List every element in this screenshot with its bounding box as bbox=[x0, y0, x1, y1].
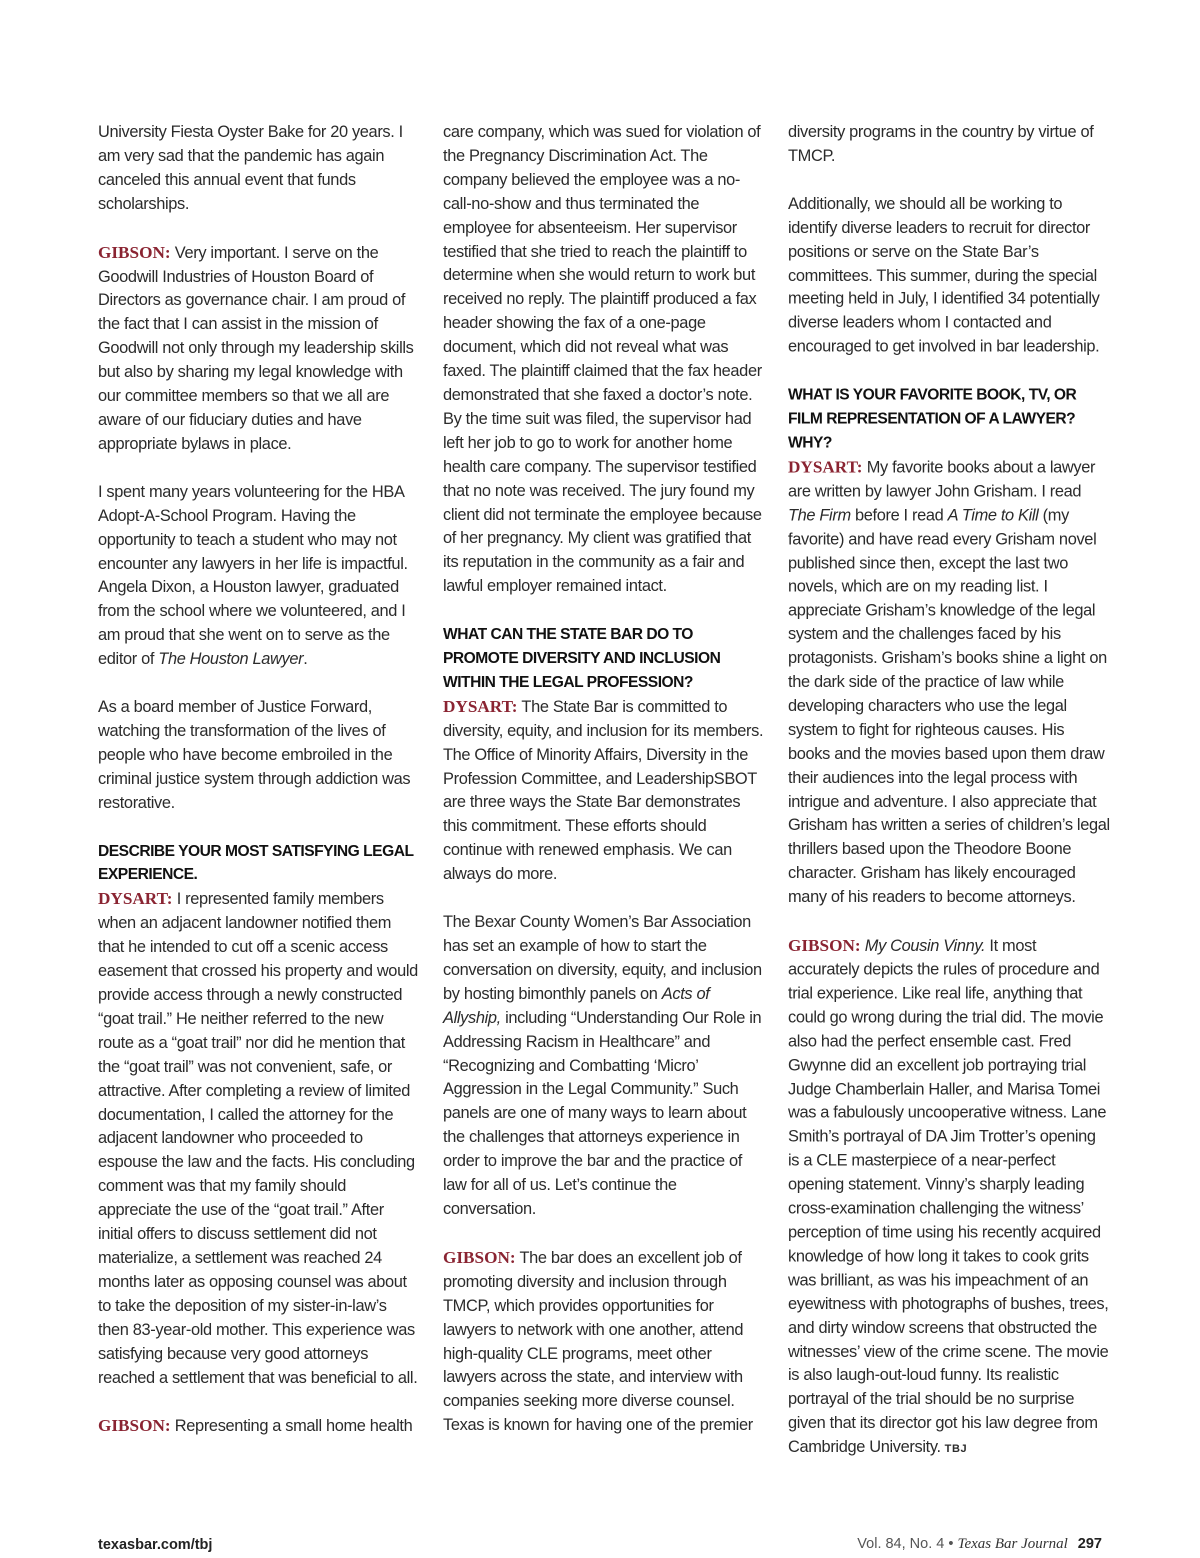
paragraph: GIBSON: The bar does an excellent job of promoting diversity and inclusion through TMCP, which provides opportunities for lawyers to network with one another, attend high-quality CLE programs, meet other lawyers across the state, and interview with companies seeking more diverse counsel. Texas is known for having one of the premier bbox=[443, 1247, 753, 1435]
paragraph: GIBSON: Representing a small home health bbox=[98, 1416, 413, 1436]
paragraph: University Fiesta Oyster Bake for 20 years. I am very sad that the pandemic has again canceled this annual event that funds scholarships. bbox=[98, 123, 403, 213]
publication-title: The Houston Lawyer bbox=[158, 650, 304, 669]
column-3 bbox=[788, 121, 1110, 1462]
speaker-label: GIBSON: bbox=[443, 1247, 516, 1267]
column-1 bbox=[98, 121, 420, 1439]
question-heading: DESCRIBE YOUR MOST SATISFYING LEGAL EXPERIENCE. bbox=[98, 842, 414, 884]
paragraph: I spent many years volunteering for the HBA Adopt-A-School Program. Having the opportunity to teach a student who may not encounter any lawyers in her life is impactful. Angela Dixon, a Houston lawyer, graduated from the school where we volunteered, and I am proud that she went on to serve as the editor of The Houston Lawyer. bbox=[98, 482, 408, 669]
journal-name: Texas Bar Journal bbox=[957, 1536, 1068, 1552]
volume-info: Vol. 84, No. 4 • bbox=[857, 1536, 954, 1552]
speaker-label: DYSART: bbox=[443, 696, 518, 716]
question-heading: WHAT CAN THE STATE BAR DO TO PROMOTE DIVERSITY AND INCLUSION WITHIN THE LEGAL PROFESSION? bbox=[443, 626, 721, 691]
footer-folio bbox=[857, 1536, 1102, 1553]
paragraph: Additionally, we should all be working to identify diverse leaders to recruit for director positions or serve on the State Bar’s committees. This summer, during the special meeting held in July, I identified 34 potentially diverse leaders whom I contacted and encouraged to get involved in bar leadership. bbox=[788, 194, 1100, 356]
event-title: Acts of Allyship, bbox=[443, 984, 710, 1027]
paragraph: DYSART: I represented family members when an adjacent landowner notified them that he intended to cut off a scenic access easement that crossed his property and would provide access through a newly constructed “goat trail.” He neither referred to the new route as a “goat trail” nor did he mention that the “goat trail” was not convenient, safe, or attractive. After completing a review of limited documentation, I called the attorney for the adjacent landowner who proceeded to espouse the law and the facts. His concluding comment was that my family should appreciate the use of the “goat trail.” After initial offers to discuss settlement did not materialize, a settlement was reached 24 months later as opposing counsel was about to take the deposition of my sister-in-law’s then 83-year-old mother. This experience was satisfying because very good attorneys reached a settlement that was beneficial to all. bbox=[98, 889, 418, 1387]
paragraph: GIBSON: Very important. I serve on the Goodwill Industries of Houston Board of Directors as governance chair. I am proud of the fact that I can assist in the mission of Goodwill not only through my leadership skills but also by sharing my legal knowledge with our committee members so that we all are aware of our fiduciary duties and have appropriate bylaws in place. bbox=[98, 242, 414, 453]
speaker-label: GIBSON: bbox=[98, 1416, 171, 1436]
paragraph: As a board member of Justice Forward, watching the transformation of the lives of people who have become embroiled in the criminal justice system through addiction was restorative. bbox=[98, 698, 411, 812]
film-title: My Cousin Vinny. bbox=[860, 936, 986, 955]
page-number: 297 bbox=[1077, 1536, 1102, 1552]
paragraph: GIBSON: My Cousin Vinny. It most accurately depicts the rules of procedure and trial experience. Like real life, anything that could go wrong during the trial did. The movie also had the perfect ensemble cast. Fred Gwynne did an excellent job portraying trial Judge Chamberlain Haller, and Marisa Tomei was a fabulously uncooperative witness. Lane Smith’s portrayal of DA Jim Trotter’s opening is a CLE masterpiece of a near-perfect opening statement. Vinny’s sharply leading cross-examination challenging the witness’ perception of time using his recently acquired knowledge of how long it takes to cook grits was brilliant, as was his impeachment of an eyewitness with photographs of bushes, trees, and dirty window screens that obstructed the witnesses’ view of the crime scene. The movie is also laugh-out-loud funny. Its realistic portrayal of the trial should be no surprise given that its director got his law degree from Cambridge University. TBJ bbox=[788, 935, 1109, 1457]
book-title: The Firm bbox=[788, 506, 851, 525]
question-heading: WHAT IS YOUR FAVORITE BOOK, TV, OR FILM REPRESENTATION OF A LAWYER? WHY? bbox=[788, 386, 1077, 452]
paragraph: The Bexar County Women’s Bar Association has set an example of how to start the conversation on diversity, equity, and inclusion by hosting bimonthly panels on Acts of Allyship, including “Understanding Our Role in Addressing Racism in Healthcare” and “Recognizing and Combatting ‘Micro’ Aggression in the Legal Community.” Such panels are one of many ways to learn about the challenges that attorneys experience in order to improve the bar and the practice of law for all of us. Let’s continue the conversation. bbox=[443, 913, 762, 1218]
end-mark: TBJ bbox=[944, 1443, 968, 1456]
footer-url: texasbar.com/tbj bbox=[98, 1537, 213, 1553]
column-2 bbox=[443, 121, 765, 1438]
speaker-label: DYSART: bbox=[788, 457, 863, 477]
book-title: A Time to Kill bbox=[947, 506, 1039, 525]
paragraph: DYSART: The State Bar is committed to diversity, equity, and inclusion for its members. The Office of Minority Affairs, Diversity in the Profession Committee, and LeadershipSBOT are three ways the State Bar demonstrates this commitment. These efforts should continue with renewed emphasis. We can always do more. bbox=[443, 696, 764, 884]
speaker-label: GIBSON: bbox=[98, 242, 171, 262]
paragraph: diversity programs in the country by virtue of TMCP. bbox=[788, 122, 1094, 165]
paragraph: care company, which was sued for violation of the Pregnancy Discrimination Act. The company believed the employee was a no-call-no-show and thus terminated the employee for absenteeism. Her supervisor testified that she tried to reach the plaintiff to determine when she would return to work but received no reply. The plaintiff produced a fax header showing the fax of a one-page document, which did not reveal what was faxed. The plaintiff claimed that the fax header demonstrated that she faxed a doctor’s note. By the time suit was filed, the supervisor had left her job to go to work for another home health care company. The supervisor testified that no note was received. The jury found my client did not terminate the employee because of her pregnancy. My client was gratified that its reputation in the community as a fair and lawful employer remained intact. bbox=[443, 123, 762, 596]
paragraph: DYSART: My favorite books about a lawyer are written by lawyer John Grisham. I read The Firm before I read A Time to Kill (my favorite) and have read every Grisham novel published since then, except the last two novels, which are on my reading list. I appreciate Grisham’s knowledge of the legal system and the challenges faced by his protagonists. Grisham’s books shine a light on the dark side of the practice of law while developing characters who use the legal system to fight for righteous causes. His books and the movies based upon them draw their audiences into the legal process with intrigue and adventure. I also appreciate that Grisham has written a series of children’s legal thrillers based upon the Theodore Boone character. Grisham has likely encouraged many of his readers to become attorneys. bbox=[788, 457, 1110, 907]
speaker-label: DYSART: bbox=[98, 889, 173, 909]
speaker-label: GIBSON: bbox=[788, 935, 861, 955]
